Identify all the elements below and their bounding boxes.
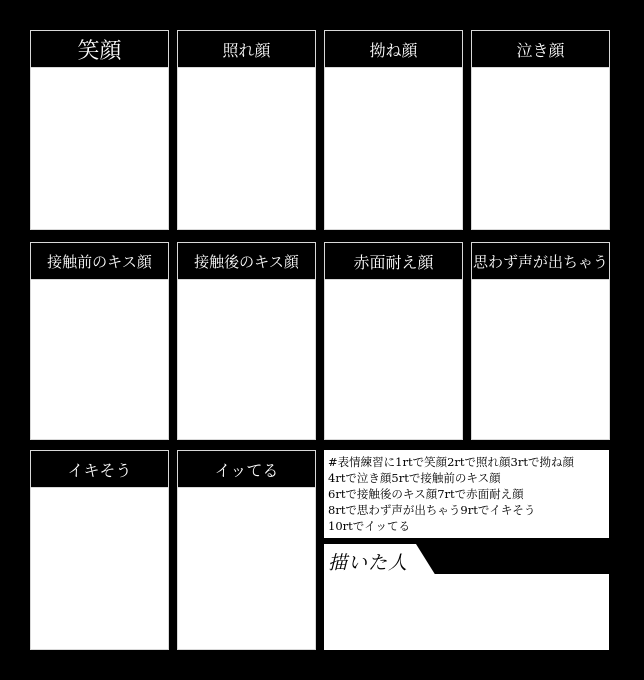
panel-title: イッてる (178, 451, 315, 488)
artist-tab (324, 544, 609, 576)
instruction-line: 6rtで接触後のキス顔7rtで赤面耐え顔 (328, 487, 524, 501)
panel-blush (177, 30, 316, 230)
panel-title: 接触後のキス顔 (178, 243, 315, 280)
artist-label: 描いた人 (328, 552, 409, 574)
drawing-area[interactable] (31, 488, 168, 649)
panel-voice-slip (471, 242, 610, 440)
instruction-line: 10rtでイッてる (328, 519, 411, 533)
rt-instructions (324, 450, 609, 538)
panel-pre-kiss (30, 242, 169, 440)
panel-title: 泣き顔 (472, 31, 609, 68)
panel-title: 拗ね顔 (325, 31, 462, 68)
panel-smile (30, 30, 169, 230)
instruction-line: 8rtで思わず声が出ちゃう9rtでイキそう (328, 503, 536, 517)
panel-sulk (324, 30, 463, 230)
drawing-area[interactable] (31, 280, 168, 439)
instruction-line: #表情練習に1rtで笑顔2rtで照れ顔3rtで拗ね顔 (328, 455, 574, 469)
panel-title: 接触前のキス顔 (31, 243, 168, 280)
drawing-area[interactable] (178, 488, 315, 649)
drawing-area[interactable] (31, 68, 168, 229)
instruction-line: 4rtで泣き顔5rtで接触前のキス顔 (328, 471, 501, 485)
panel-title: 笑顔 (31, 31, 168, 68)
drawing-area[interactable] (325, 68, 462, 229)
drawing-area[interactable] (472, 280, 609, 439)
panel-blush-endure (324, 242, 463, 440)
panel-title: 照れ顔 (178, 31, 315, 68)
drawing-area[interactable] (325, 280, 462, 439)
panel-climax (177, 450, 316, 650)
panel-title: イキそう (31, 451, 168, 488)
artist-name-field[interactable] (324, 576, 609, 650)
drawing-area[interactable] (178, 280, 315, 439)
drawing-area[interactable] (472, 68, 609, 229)
panel-post-kiss (177, 242, 316, 440)
panel-about-to (30, 450, 169, 650)
panel-title: 赤面耐え顔 (325, 243, 462, 280)
panel-title: 思わず声が出ちゃう (472, 243, 609, 280)
drawing-area[interactable] (178, 68, 315, 229)
panel-cry (471, 30, 610, 230)
